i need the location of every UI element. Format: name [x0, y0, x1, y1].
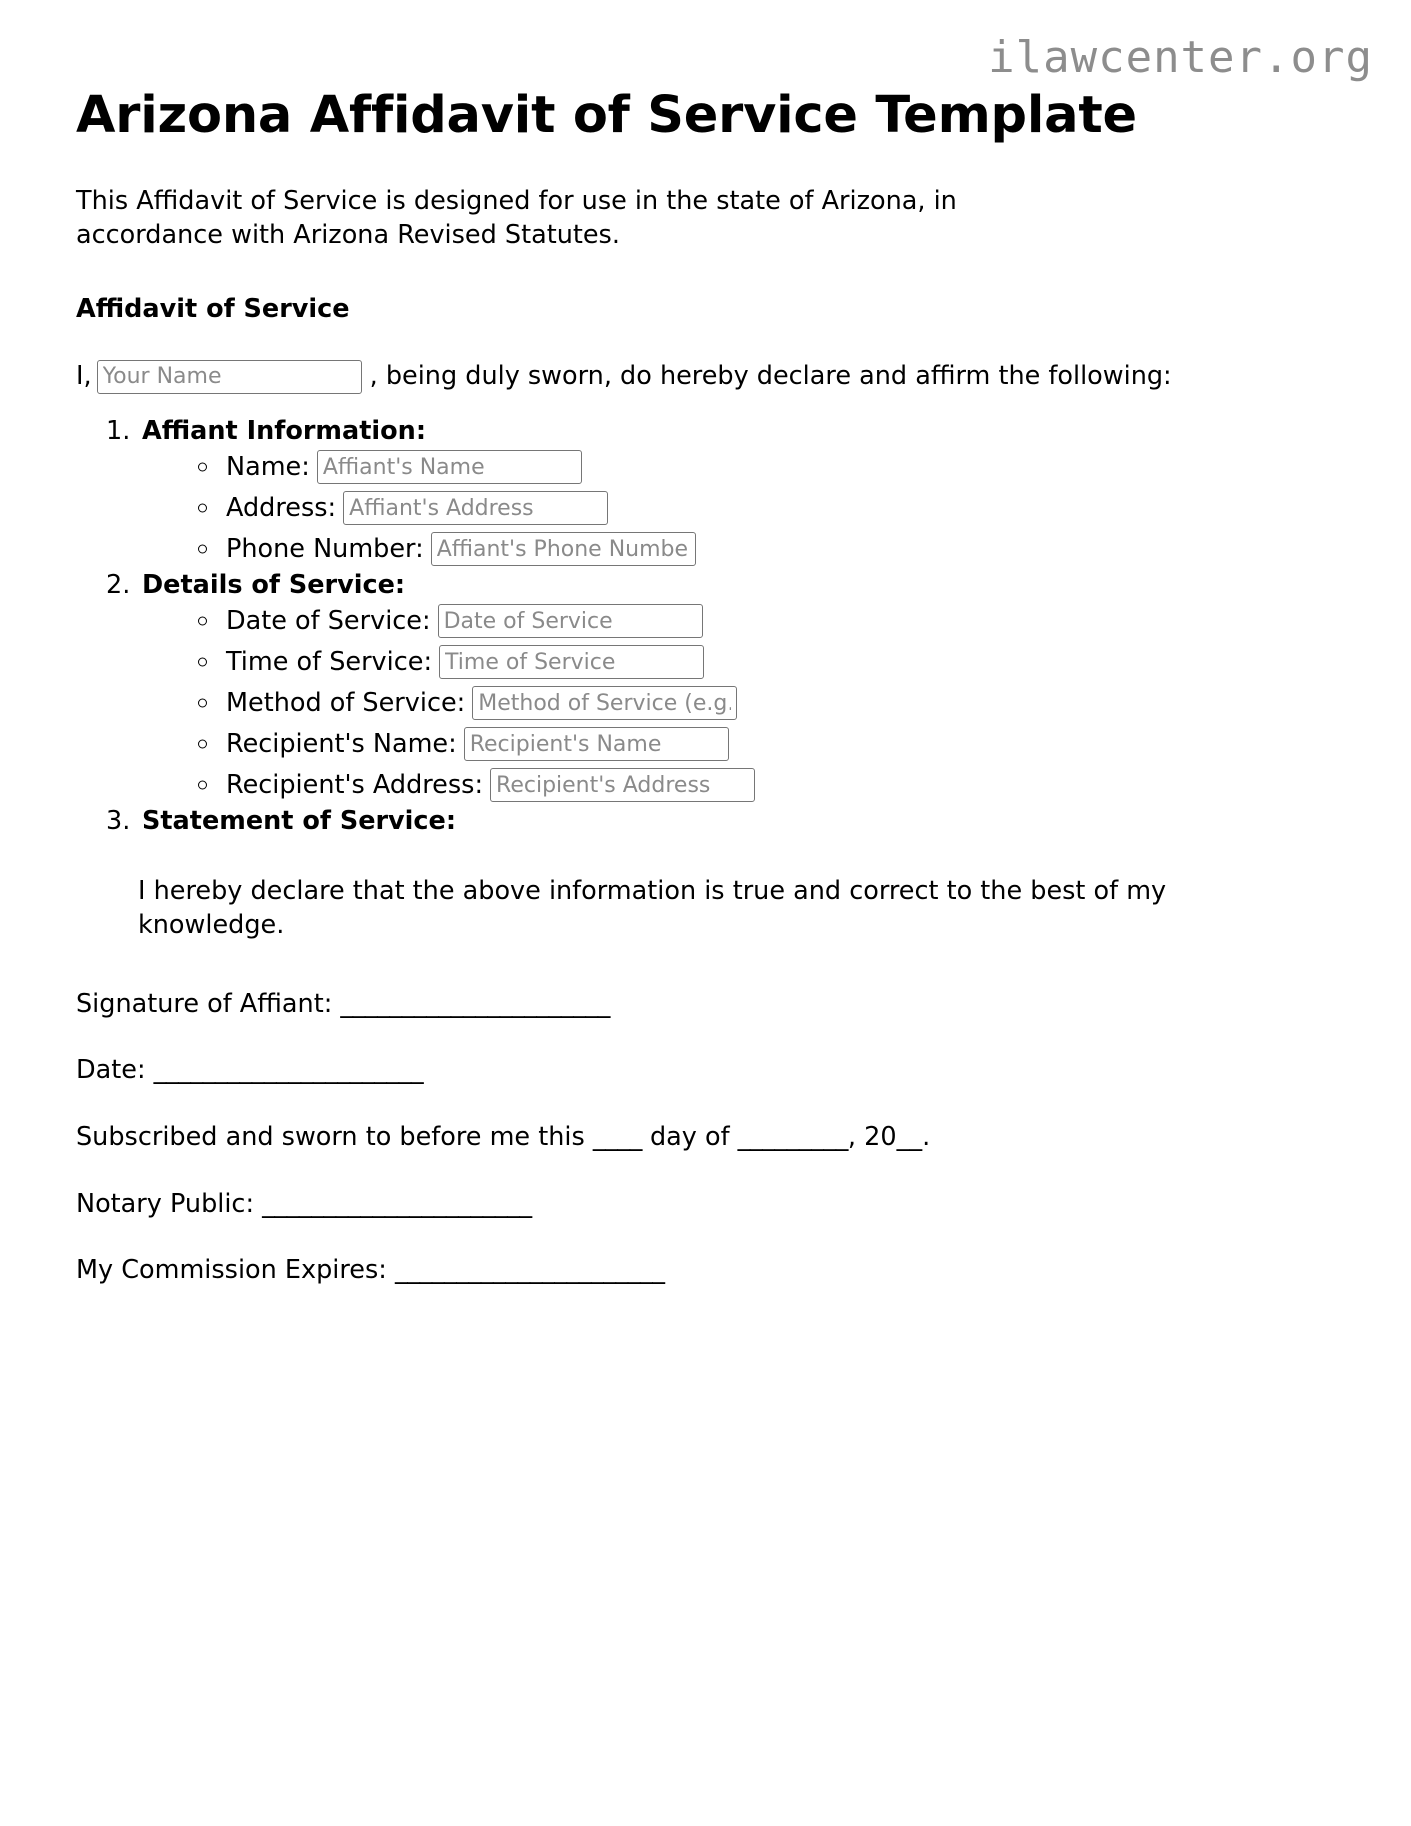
date-line — [76, 1055, 1335, 1086]
field-label: Time of Service: — [226, 647, 433, 678]
commission-blank: ______________________ — [394, 1255, 665, 1286]
sworn-day-blank: ____ — [592, 1121, 642, 1152]
affidavit-sections-list — [76, 394, 1335, 837]
date-blank: ______________________ — [153, 1055, 424, 1086]
details-of-service-fields — [142, 601, 1335, 806]
field-row-affiant-address — [198, 488, 1335, 529]
signature-label: Signature of Affiant: — [76, 988, 333, 1019]
circle-bullet-icon — [198, 504, 207, 513]
declaration-line — [76, 325, 1335, 394]
circle-bullet-icon — [198, 463, 207, 472]
section-label: Details of Service: — [142, 569, 406, 600]
section-number: 1. — [106, 415, 131, 446]
circle-bullet-icon — [198, 740, 207, 749]
field-label: Phone Number: — [226, 534, 424, 565]
field-label: Recipient's Name: — [226, 729, 457, 760]
declaration-suffix: , being duly sworn, do hereby declare and affirm the following: — [369, 360, 1172, 391]
date-label: Date: — [76, 1055, 146, 1086]
sworn-text-part2: day of — [649, 1121, 730, 1152]
signature-of-affiant-line — [76, 989, 1335, 1020]
section-heading-affidavit: Affidavit of Service — [76, 293, 350, 324]
field-row-recipient-name — [198, 724, 1335, 765]
affiant-address-input[interactable] — [343, 491, 608, 525]
circle-bullet-icon — [198, 658, 207, 667]
commission-label: My Commission Expires: — [76, 1255, 387, 1286]
affiant-information-fields — [142, 447, 1335, 570]
section-label: Affiant Information: — [142, 415, 427, 446]
statement-of-service-text: I hereby declare that the above information is true and correct to the best of my knowledge. — [138, 875, 1167, 940]
notary-blank: ______________________ — [262, 1188, 532, 1219]
section-number: 3. — [106, 805, 131, 836]
field-row-time-of-service — [198, 642, 1335, 683]
method-of-service-input[interactable] — [472, 686, 737, 720]
field-row-recipient-address — [198, 765, 1335, 806]
section-label: Statement of Service: — [142, 805, 457, 836]
intro-paragraph: This Affidavit of Service is designed for use in the state of Arizona, in accordance with Arizona Revised Statutes. — [76, 186, 957, 251]
signature-block — [76, 943, 1335, 1286]
time-of-service-input[interactable] — [439, 645, 704, 679]
sworn-text-part1: Subscribed and sworn to before me this — [76, 1121, 585, 1152]
subscribed-and-sworn-line — [76, 1122, 1335, 1153]
field-label: Date of Service: — [226, 606, 431, 637]
field-label: Name: — [226, 452, 310, 483]
circle-bullet-icon — [198, 699, 207, 708]
recipient-name-input[interactable] — [464, 727, 729, 761]
section-number: 2. — [106, 569, 131, 600]
date-of-service-input[interactable] — [438, 604, 703, 638]
notary-label: Notary Public: — [76, 1188, 255, 1219]
notary-public-line — [76, 1189, 1335, 1220]
page-title: Arizona Affidavit of Service Template — [76, 86, 1137, 145]
signature-blank: ______________________ — [340, 988, 610, 1019]
site-watermark: ilawcenter.org — [988, 32, 1373, 83]
your-name-input[interactable] — [97, 360, 362, 394]
affiant-phone-input[interactable] — [431, 532, 696, 566]
section-statement-of-service — [76, 806, 1335, 837]
circle-bullet-icon — [198, 545, 207, 554]
commission-expires-line — [76, 1255, 1335, 1286]
field-row-method-of-service — [198, 683, 1335, 724]
field-row-affiant-phone — [198, 529, 1335, 570]
declaration-prefix: I, — [76, 360, 92, 391]
field-label: Address: — [226, 493, 337, 524]
field-label: Recipient's Address: — [226, 770, 484, 801]
field-label: Method of Service: — [226, 688, 466, 719]
field-row-date-of-service — [198, 601, 1335, 642]
section-details-of-service — [76, 570, 1335, 806]
sworn-text-part3: , 20__. — [847, 1121, 931, 1152]
affiant-name-input[interactable] — [317, 450, 582, 484]
sworn-month-blank: _________ — [737, 1121, 848, 1152]
circle-bullet-icon — [198, 781, 207, 790]
circle-bullet-icon — [198, 617, 207, 626]
section-affiant-information — [76, 416, 1335, 570]
recipient-address-input[interactable] — [490, 768, 755, 802]
field-row-affiant-name — [198, 447, 1335, 488]
